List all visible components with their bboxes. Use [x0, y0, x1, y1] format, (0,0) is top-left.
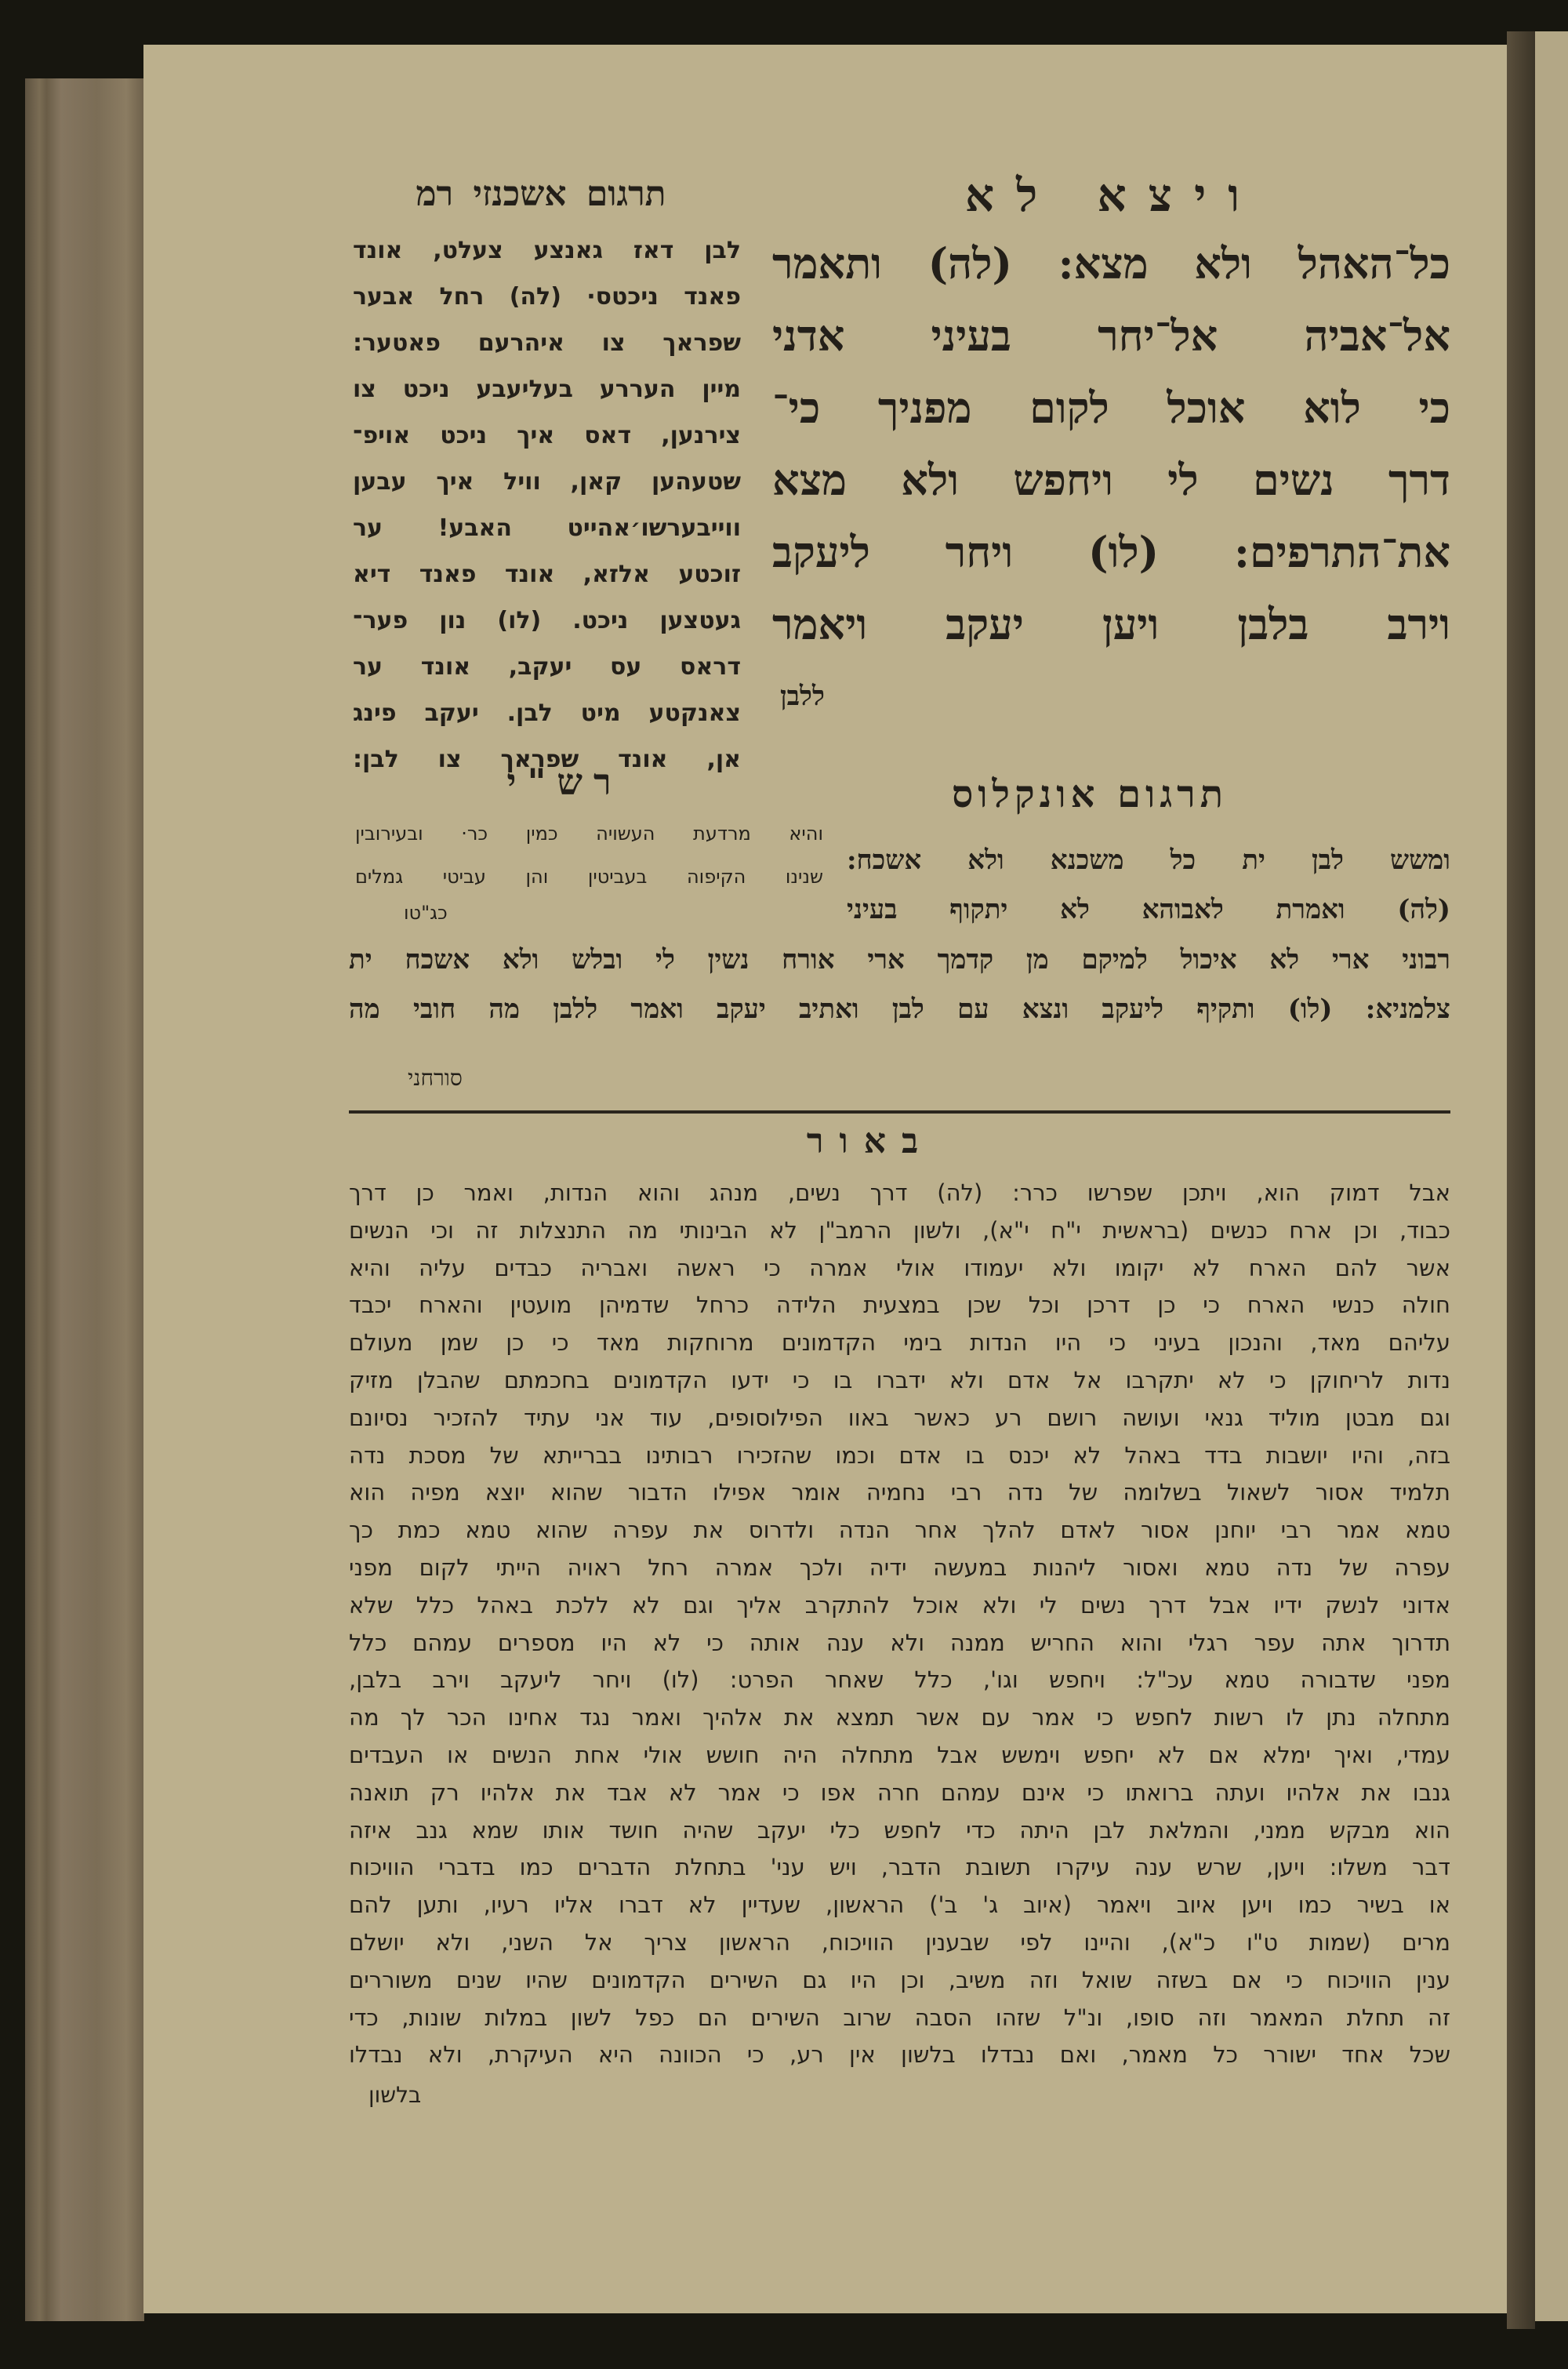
- biur-line: ענין הוויכוח כי אם בשזה שואל וזה משיב, וכן היו גם השירים הקדמונים שהיו שנים משוררים: [349, 1966, 1450, 1993]
- german-line: ווייבערשו׳אהייט האבע! ער: [353, 514, 741, 542]
- biur-line: חולה כנשי הארח כי כן דרכן וכל שכן במצעית הלידה כרחל שדמיהן מועטין והארח יכבד: [349, 1292, 1450, 1319]
- german-line: שטעהען קאן, וויל איך עבען: [353, 468, 741, 496]
- verse-line: את־התרפים: (לו) ויחר ליעקב: [772, 527, 1450, 577]
- biur-line: טמא אמר רבי יוחנן אסור לאדם להלך אחר הנדה ולדרוס את עפרה שהוא טמא כמת כך: [349, 1517, 1450, 1544]
- onkelos-line: רבוני ארי לא איכול למיקם מן קדמך ארי אורח נשין לי ובלש ולא אשכח ית: [349, 944, 1450, 976]
- biur-line: בזה, והיו יושבות בדד באהל לא יכנס בו אדם וכמו שהזכירו רבותינו בברייתא של מסכת נדה: [349, 1441, 1450, 1469]
- biur-line: זה תחלת המאמר וזה סופו, ונ"ל שזהו הסבה שרוב השירים הם כפל לשון במלות שונות, כדי: [349, 2004, 1450, 2031]
- biur-commentary-text: [349, 1175, 1450, 2074]
- facing-page-edge: [1535, 31, 1568, 2321]
- german-line: פאנד ניכטס· (לה) רחל אבער: [353, 283, 741, 311]
- biur-line: וגם מבטן מוליד גנאי ועושה רושם רע כאשר באוו הפילוסופים, עוד אני עתיד להזכיר נסיונם: [349, 1404, 1450, 1431]
- biur-line: אשר להם הארח לא יקומו ולא יעמודו אולי אמרה כי ראשה ואבריה כבדים עליה והיא: [349, 1254, 1450, 1281]
- rashi-line: והיא מרדעת העשויה כמין כר· ובעירובין: [355, 823, 823, 845]
- onkelos-line: צלמניא: (לו) ותקיף ליעקב ונצא עם לבן ואתיב יעקב ואמר ללבן מה חובי מה: [349, 994, 1450, 1025]
- german-line: זוכטע אלזא, אונד פאנד דיא: [353, 561, 741, 588]
- biur-catchword: בלשון: [368, 2082, 422, 2108]
- german-line: דראס עס יעקב, אונד ער: [353, 653, 741, 681]
- torah-verse-text: [772, 227, 1450, 660]
- german-line: צאנקטע מיט לבן. יעקב פינג: [353, 699, 741, 727]
- german-translation-text: [353, 227, 741, 783]
- biur-line: עפרה של נדה טמא ואסור ליהנות במעשה ידיה ולכך אמרה רחל ראויה הייתי לקום מפני: [349, 1553, 1450, 1581]
- german-line: צירנען, דאס איך ניכט אויפ־: [353, 422, 741, 449]
- rashi-catchword: כג"טו: [404, 902, 448, 924]
- onkelos-catchword: סורחני: [408, 1065, 463, 1091]
- rashi-text: [355, 812, 823, 899]
- biur-line: אדוני לנשק ידיו אבל דרך נשים לי ולא אוכל להתקרב אליך וגם לא ללכת באהל כלל שלא: [349, 1591, 1450, 1619]
- biur-line: מתחלה נתן לו רשות לחפש כי אמר עם אשר תמצא את אלהיך ואמר נגד אחינו הכר לך מה: [349, 1704, 1450, 1731]
- german-running-head: תרגום אשכנזי רמ: [416, 174, 666, 214]
- biur-line: נדות לריחוקן כי לא יתקרבו אל אדם ולא ידברו בו כי ידעו הקדמונים בחכמתם שהבלן מזיק: [349, 1366, 1450, 1393]
- onkelos-line: ומשש לבן ית כל משכנא ולא אשכח:: [847, 845, 1450, 876]
- biur-line: אבל דמוק הוא, ויתכן שפרשו כרר: (לה) דרך נשים, מנהג והוא הנדות, ואמר כן דרך: [349, 1179, 1450, 1206]
- german-line: מיין העררע בעליעבע ניכט צו: [353, 376, 741, 403]
- torah-running-head: ויצא לא: [964, 169, 1262, 222]
- german-line: געטצען ניכט. (לו) נון פער־: [353, 607, 741, 634]
- biur-line: עליהם מאד, והנכון בעיני כי היו הנדות בימי הקדמונים מרוחקות מאד כי כן שמן מעולם: [349, 1329, 1450, 1357]
- biur-line: כבוד, וכן ארח כנשים (בראשית י"ח י"א), ולשון הרמב"ן לא הבינותי מה התנצלות זה וכי הנשים: [349, 1216, 1450, 1244]
- verse-line: כי לוא אוכל לקום מפניך כי־: [772, 383, 1450, 433]
- onkelos-heading: תרגום אונקלוס: [951, 772, 1229, 816]
- biur-line: מרים (שמות ט"ו כ"א), והיינו לפי שבענין הוויכוח, הראשון צריך אל השני, ולא יושלם: [349, 1928, 1450, 1956]
- onkelos-text-top: [847, 836, 1450, 935]
- biur-line: תדרוך אתה עפר רגלי והוא החריש ממנה ולא ענה אותה כי לא היו מספרים עמהם כלל: [349, 1629, 1450, 1656]
- rashi-line: שנינו הקיפוה בעביטין והן עביטי גמלים: [355, 866, 823, 888]
- biur-line: דבר משלו: ויען, שרש ענה עיקרו תשובת הדבר, ויש עני' בתחלת הדברים כמו בדברי הוויכוח: [349, 1854, 1450, 1881]
- verse-line: דרך נשים לי ויחפש ולא מצא: [772, 455, 1450, 505]
- gutter-shadow: [1507, 31, 1535, 2329]
- german-line: אן, אונד שפראך צו לבן:: [353, 746, 741, 773]
- section-divider: [349, 1110, 1450, 1114]
- biur-line: גנבו את אלהיו ועתה ברואתו כי אינם עמהם חרה אפו כי אמר לא אבד את אלהיו רק תואנה: [349, 1779, 1450, 1806]
- rashi-heading: רש"י: [506, 761, 622, 803]
- biur-line: מפני שדבורה טמא עכ"ל: ויחפש וגו', כלל שאחר הפרט: (לו) ויחר ליעקב וירב בלבן,: [349, 1666, 1450, 1694]
- biur-line: הוא מבקש ממני, והמלאת לבן היתה כדי לחפש כלי יעקב שהיה חושד אותו שמא גנב איזה: [349, 1816, 1450, 1844]
- german-line: לבן דאז גאנצע צעלט, אונד: [353, 237, 741, 264]
- biur-line: עמדי, ואיך ימלא אם לא יחפש וימשש אבל מתחלה היה חושש אולי אחת הנשים או העבדים: [349, 1741, 1450, 1768]
- onkelos-text-full: [349, 936, 1450, 1034]
- book-page-edges: [25, 78, 144, 2321]
- biur-line: שכל אחד ישורר כל מאמר, ואם נבדלו בלשון אין רע, כי הכוונה היא העיקרת, ולא נבדלו: [349, 2041, 1450, 2069]
- biur-line: או בשיר כמו ויען איוב ויאמר (איוב ג' ב') הראשון, שעדיין לא דברו אליו רעיו, ותען להם: [349, 1891, 1450, 1919]
- biur-heading: באור: [806, 1121, 935, 1161]
- onkelos-line: (לה) ואמרת לאבוהא לא יתקוף בעיני: [847, 894, 1450, 925]
- verse-catchword: ללבן: [780, 681, 825, 712]
- biur-line: תלמיד אסור לשאול בשלומה של נדה רבי נחמיה אומר אפילו הדבור שהוא יוצא מפיה הוא: [349, 1479, 1450, 1506]
- german-line: שפראך צו איהרעם פאטער:: [353, 329, 741, 357]
- verse-line: אל־אביה אל־יחר בעיני אדני: [772, 311, 1450, 361]
- verse-line: כל־האהל ולא מצא: (לה) ותאמר: [772, 238, 1450, 289]
- verse-line: וירב בלבן ויען יעקב ויאמר: [772, 599, 1450, 649]
